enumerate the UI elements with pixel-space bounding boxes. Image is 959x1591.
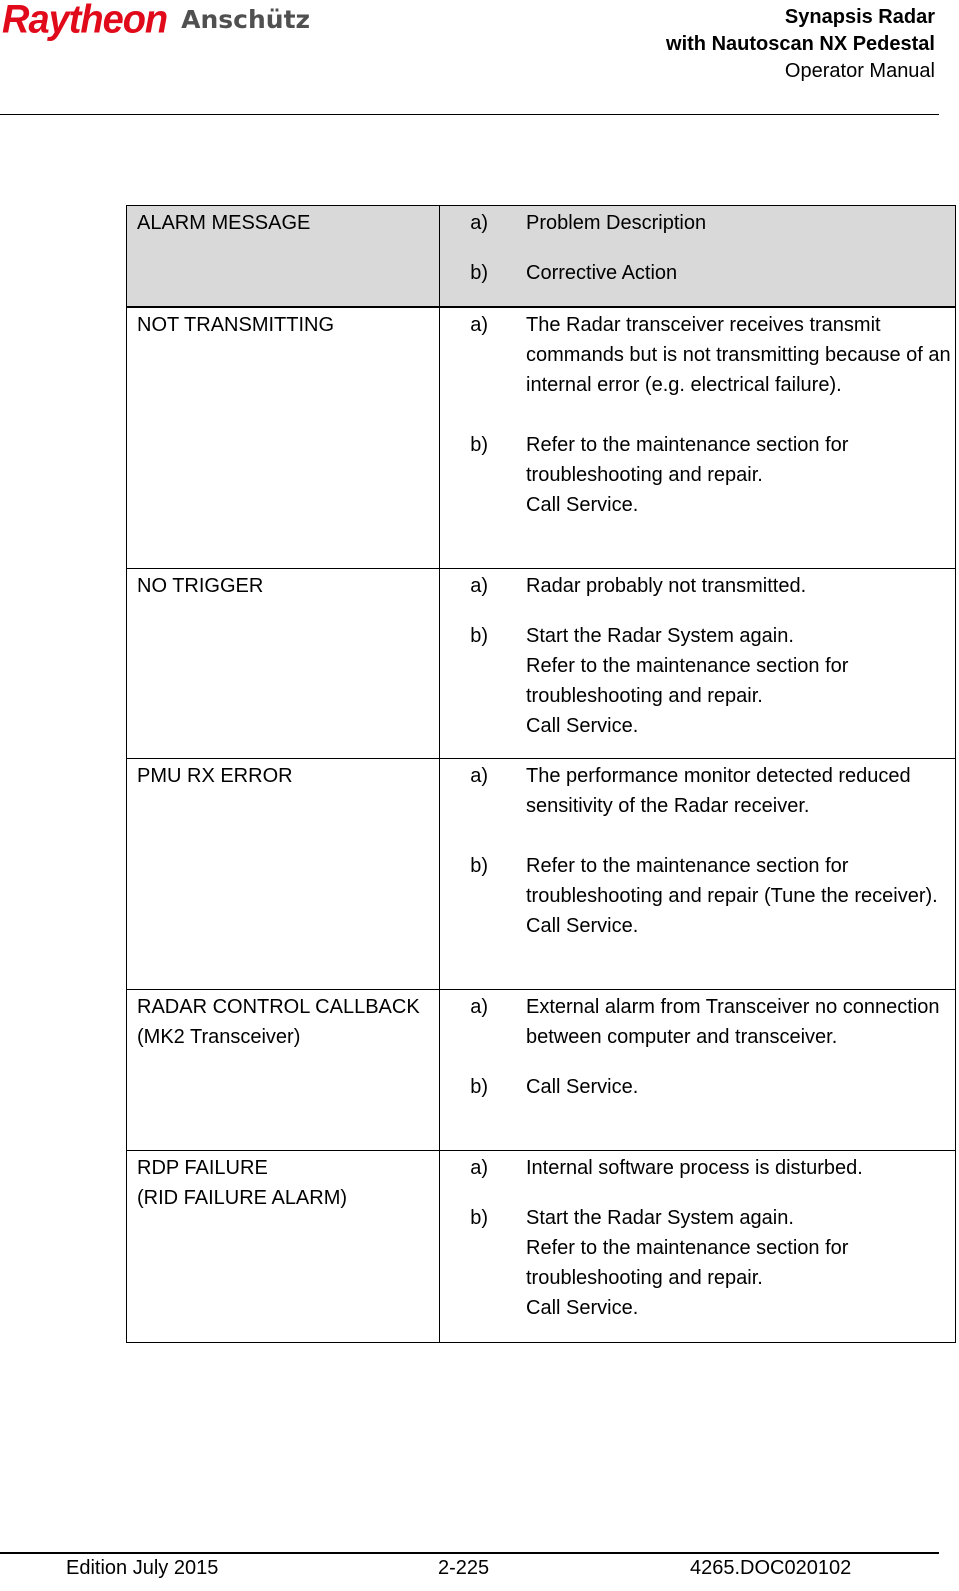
item-label-a: a) — [470, 313, 488, 336]
alarm-description-cell — [440, 307, 956, 569]
table-row — [127, 307, 956, 569]
corrective-action: Refer to the maintenance section for troubleshooting and repair. Call Service. — [526, 433, 849, 516]
item-label-a: a) — [470, 765, 488, 787]
header-problem-description: Problem Description — [526, 212, 707, 234]
header-alarm-message: ALARM MESSAGE — [127, 206, 440, 307]
alarm-description-cell — [440, 569, 956, 759]
logo-anschuetz: Anschütz — [181, 5, 311, 34]
header-description-cell — [440, 206, 956, 307]
item-label-b: b) — [470, 433, 488, 456]
table-row — [127, 759, 956, 990]
footer-document-number: 4265.DOC020102 — [690, 1557, 852, 1579]
header-title-line2: with Nautoscan NX Pedestal — [666, 33, 935, 55]
table-row — [127, 1151, 956, 1343]
item-label-a: a) — [470, 575, 488, 597]
problem-description: External alarm from Transceiver no connection between computer and transceiver. — [526, 996, 940, 1048]
table-row — [127, 569, 956, 759]
footer-edition: Edition July 2015 — [66, 1557, 219, 1579]
company-logo — [2, 0, 310, 42]
header-corrective-action: Corrective Action — [526, 262, 678, 284]
header-title-line1: Synapsis Radar — [784, 6, 935, 28]
item-label-b: b) — [470, 1076, 488, 1098]
alarm-message: NOT TRANSMITTING — [127, 307, 440, 569]
table-row — [127, 990, 956, 1151]
item-label-a: a) — [470, 212, 488, 234]
item-label-b: b) — [470, 855, 488, 877]
alarm-message: RDP FAILURE (RID FAILURE ALARM) — [127, 1151, 440, 1343]
alarm-message: PMU RX ERROR — [127, 759, 440, 990]
problem-description: The Radar transceiver receives transmit commands but is not transmitting because of an internal error (e.g. electrical failure). — [526, 313, 951, 396]
corrective-action: Refer to the maintenance section for troubleshooting and repair (Tune the receiver). Call Service. — [526, 855, 938, 937]
footer-page-number: 2-225 — [438, 1557, 490, 1579]
footer-divider — [0, 1552, 939, 1554]
item-label-a: a) — [470, 996, 488, 1018]
alarm-description-cell — [440, 759, 956, 990]
item-label-b: b) — [470, 262, 488, 284]
document-header — [666, 4, 935, 85]
problem-description: Radar probably not transmitted. — [526, 575, 807, 597]
alarm-table — [126, 205, 956, 1343]
header-title-line3: Operator Manual — [784, 60, 935, 82]
corrective-action: Start the Radar System again. Refer to the maintenance section for troubleshooting and repair. Call Service. — [526, 1207, 849, 1319]
corrective-action: Start the Radar System again. Refer to the maintenance section for troubleshooting and repair. Call Service. — [526, 625, 849, 737]
alarm-description-cell — [440, 990, 956, 1151]
alarm-message: RADAR CONTROL CALLBACK (MK2 Transceiver) — [127, 990, 440, 1151]
item-label-a: a) — [470, 1157, 488, 1179]
corrective-action: Call Service. — [526, 1076, 639, 1098]
logo-raytheon: Raytheon — [2, 0, 168, 43]
header-divider — [0, 114, 939, 115]
alarm-message: NO TRIGGER — [127, 569, 440, 759]
table-header-row — [127, 206, 956, 307]
alarm-description-cell — [440, 1151, 956, 1343]
problem-description: The performance monitor detected reduced sensitivity of the Radar receiver. — [526, 765, 911, 817]
item-label-b: b) — [470, 1207, 488, 1229]
problem-description: Internal software process is disturbed. — [526, 1157, 863, 1179]
item-label-b: b) — [470, 625, 488, 647]
